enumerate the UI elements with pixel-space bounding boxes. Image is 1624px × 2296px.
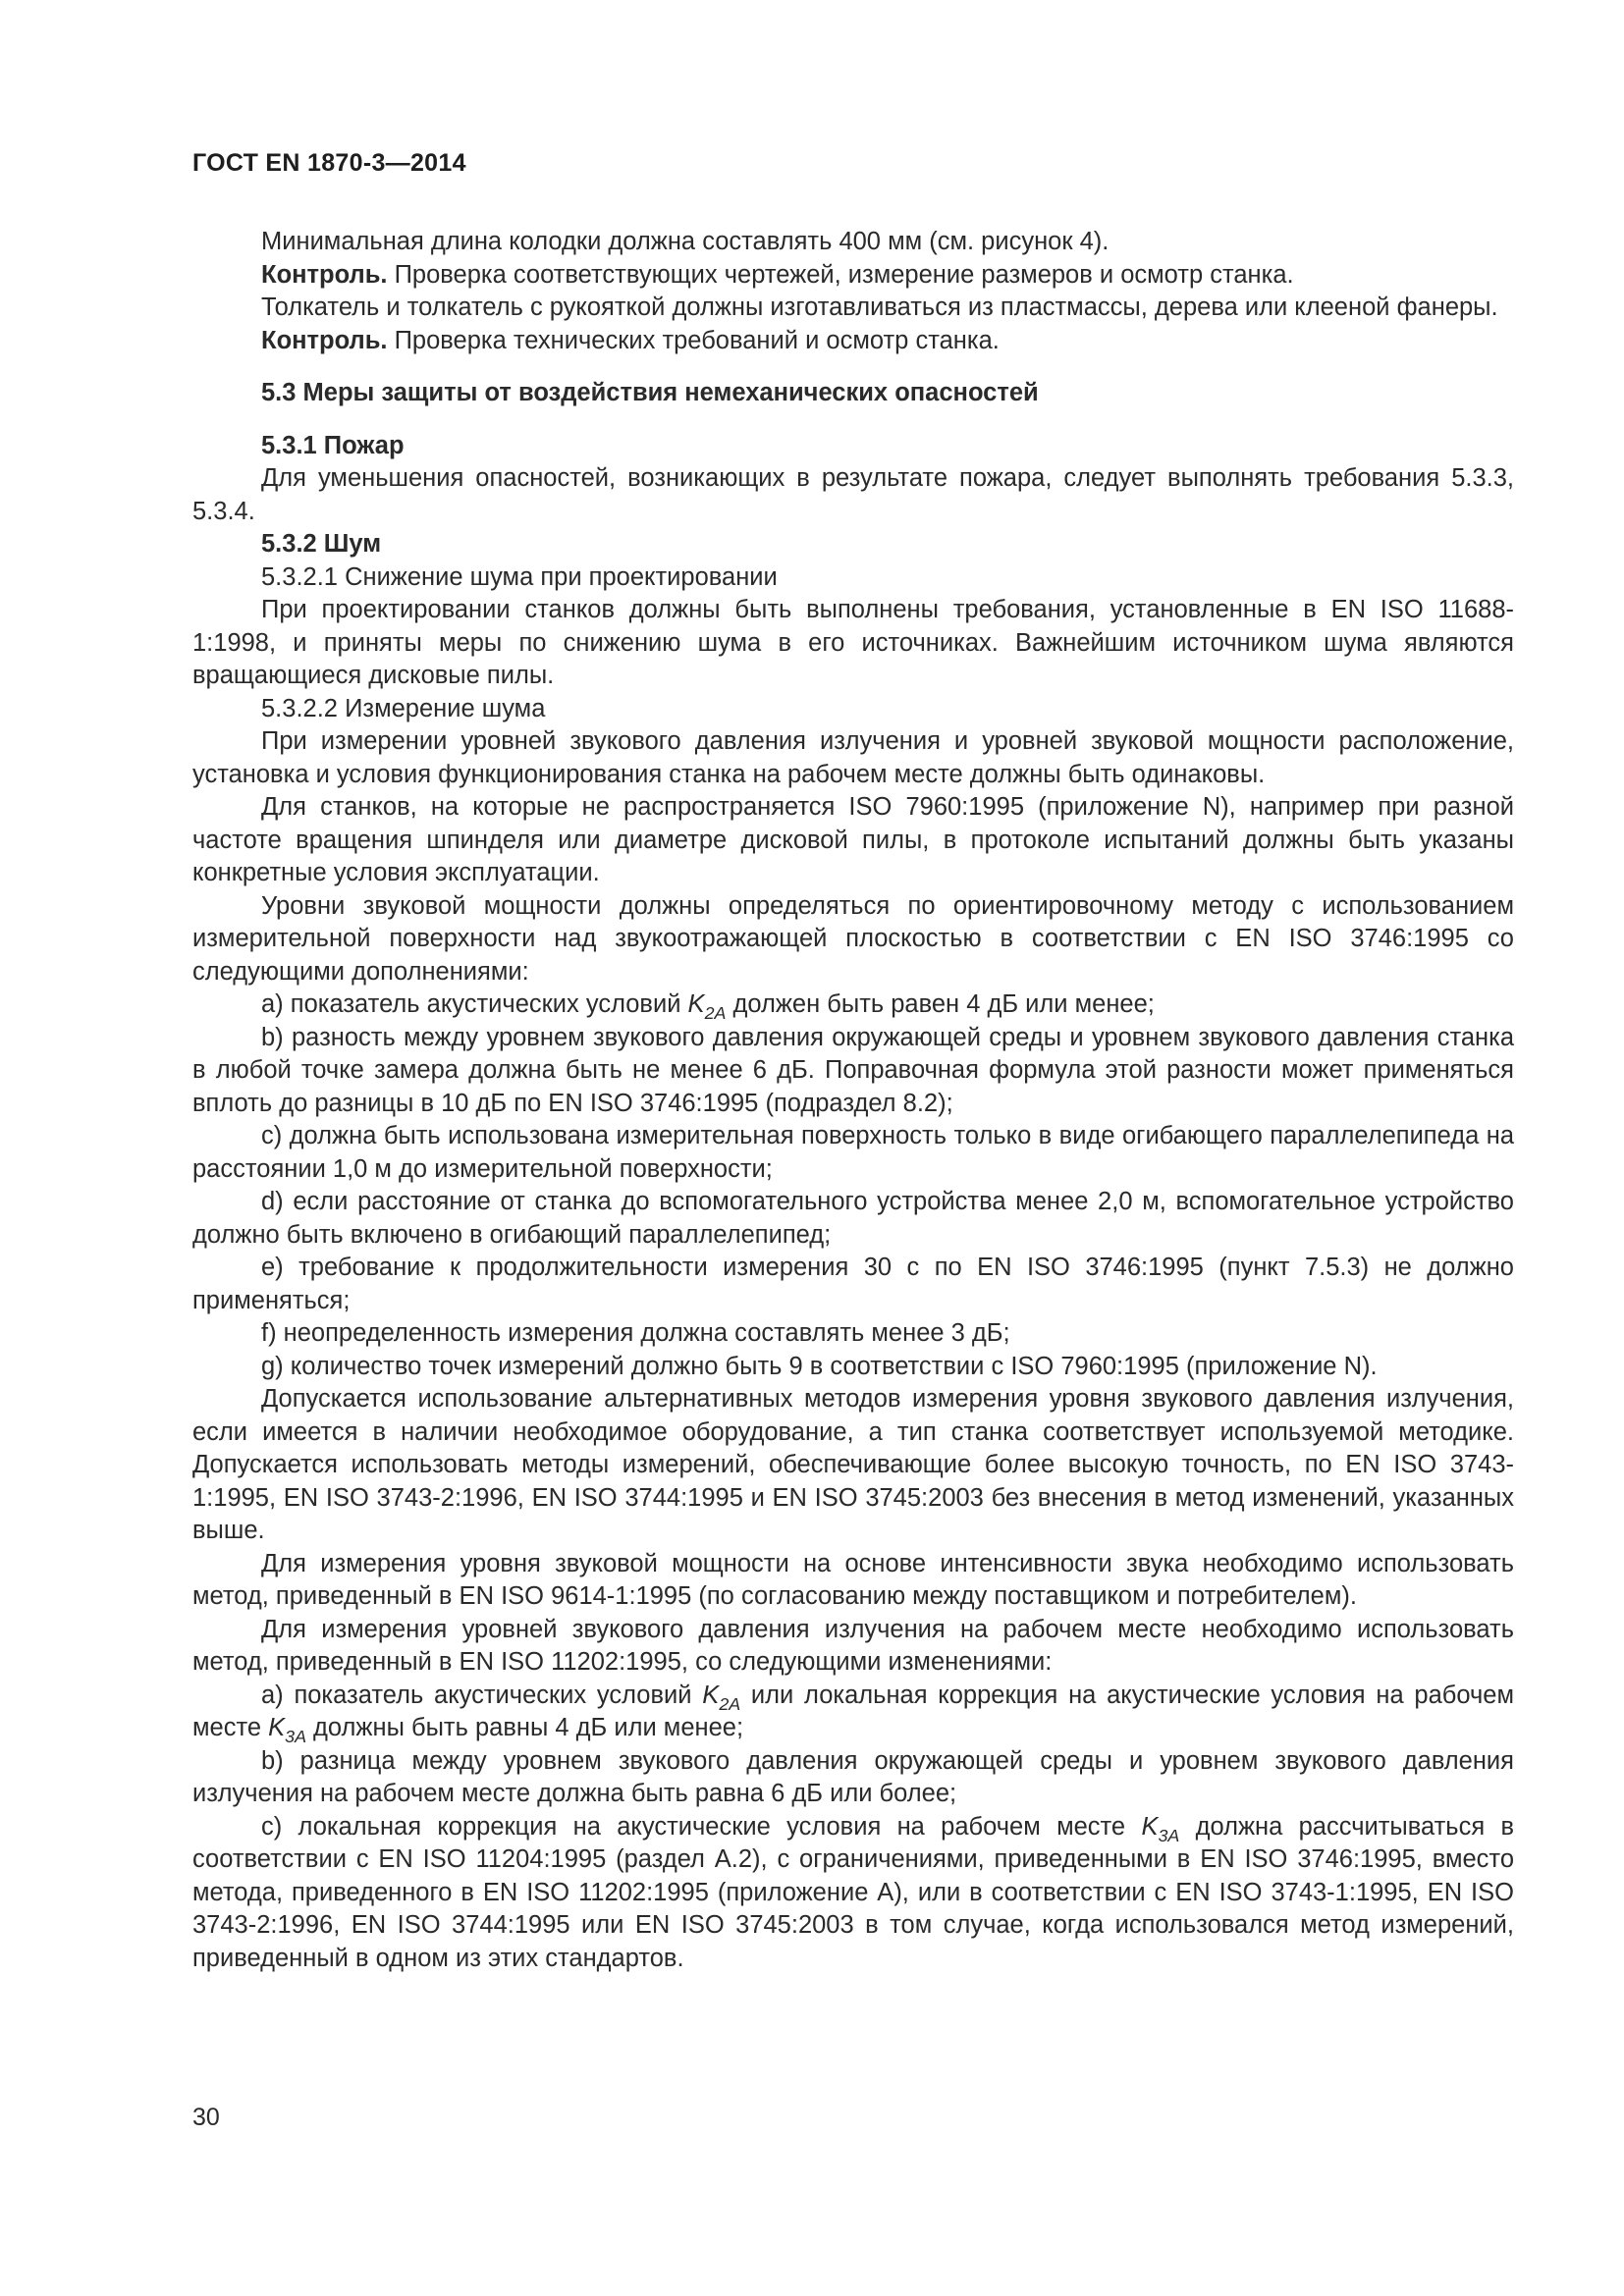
page-number: 30 [192,2104,220,2131]
paragraph: Для станков, на которые не распространяется ISO 7960:1995 (приложение N), например при разной частоте вращения шпинделя или диаметре дисковой пилы, в протоколе испытаний должны быть указаны конкретные условия эксплуатации. [192,793,1514,886]
paragraph [192,259,1514,293]
paragraph: Уровни звуковой мощности должны определяться по ориентировочному методу с использованием измерительной поверхности над звукоотражающей плоскостью в соответствии с EN ISO 3746:1995 со следующими дополнениями: [192,891,1514,986]
paragraph: Толкатель и толкатель с рукояткой должны изготавливаться из пластмассы, дерева или клееной фанеры. [261,294,1498,321]
symbol-k2a: $K_{2A}$ [702,1681,741,1714]
paragraph: Допускается использование альтернативных методов измерения уровня звукового давления излучения, если имеется в наличии необходимое оборудование, а тип станка соответствует используемой методике. Допускается использовать методы измерений, обеспечивающие более высокую точность, по EN ISO 3743-1:1995, EN ISO 3743-2:1996, EN ISO 3744:1995 и EN ISO 3745:2003 без внесения в метод изменений, указанных выше. [192,1385,1514,1544]
paragraph: Минимальная длина колодки должна составлять 400 мм (см. рисунок 4). [261,228,1110,255]
list-item: b) разность между уровнем звукового давления окружающей среды и уровнем звукового давления станка в любой точке замера должна быть не менее 6 дБ. Поправочная формула этой разности может применяться вплоть до разницы в 10 дБ по EN ISO 3746:1995 (подраздел 8.2); [192,1023,1514,1117]
control-label: Контроль. [261,326,388,354]
control-label: Контроль. [261,260,388,289]
list-item: а) показатель акустических условий $K_{2A}$ или локальная коррекция на акустические условия на рабочем месте $K_{3A}$ должны быть равны 4 дБ или менее; [192,1681,1514,1746]
paragraph: Для уменьшения опасностей, возникающих в результате пожара, следует выполнять требования 5.3.3, 5.3.4. [192,464,1514,525]
list-item: d) если расстояние от станка до вспомогательного устройства менее 2,0 м, вспомогательное устройство должно быть включено в огибающий параллелепипед; [192,1188,1514,1249]
clause-heading: 5.3.2.2 Измерение шума [261,694,546,722]
document-body [192,226,1514,1975]
list-item: f) неопределенность измерения должна составлять менее 3 дБ; [261,1319,1010,1347]
list-item: с) должна быть использована измерительная поверхность только в виде огибающего параллелепипеда на расстоянии 1,0 м до измерительной поверхности; [192,1122,1514,1183]
paragraph-text: Проверка соответствующих чертежей, измерение размеров и осмотр станка. [387,260,1294,289]
clause-heading: 5.3.2.1 Снижение шума при проектировании [261,562,778,591]
subsection-heading-5-3-1: 5.3.1 Пожар [261,431,405,459]
paragraph-text: Проверка технических требований и осмотр станка. [387,326,1000,354]
paragraph: Для измерения уровней звукового давления излучения на рабочем месте необходимо использовать метод, приведенный в EN ISO 11202:1995, со следующими изменениями: [192,1615,1514,1676]
document-header: ГОСТ EN 1870-3—2014 [192,149,466,177]
symbol-k2a: $K_{2A}$ [687,990,727,1023]
paragraph: При измерении уровней звукового давления излучения и уровней звуковой мощности расположение, установка и условия функционирования станка на рабочем месте должны быть одинаковы. [192,727,1514,788]
list-item: b) разница между уровнем звукового давления окружающей среды и уровнем звукового давления излучения на рабочем месте должна быть равна 6 дБ или более; [192,1746,1514,1807]
subsection-heading-5-3-2: 5.3.2 Шум [261,530,382,558]
paragraph: При проектировании станков должны быть выполнены требования, установленные в EN ISO 11688-1:1998, и приняты меры по снижению шума в его источниках. Важнейшим источником шума являются вращающиеся дисковые пилы. [192,596,1514,689]
paragraph: Для измерения уровня звуковой мощности на основе интенсивности звука необходимо использовать метод, приведенный в EN ISO 9614-1:1995 (по согласованию между поставщиком и потребителем). [192,1549,1514,1610]
paragraph [192,325,1514,358]
symbol-k3a: $K_{3A}$ [1141,1812,1180,1845]
list-item: а) показатель акустических условий $K_{2A}$ должен быть равен 4 дБ или менее; [261,990,1155,1023]
list-item: g) количество точек измерений должно быть 9 в соответствии с ISO 7960:1995 (приложение N). [261,1352,1378,1380]
list-item: с) локальная коррекция на акустические условия на рабочем месте $K_{3A}$ должна рассчитываться в соответствии с EN ISO 11204:1995 (раздел А.2), с ограничениями, приведенными в EN ISO 3746:1995, вместо метода, приведенного в EN ISO 11202:1995 (приложение А), или в соответствии с EN ISO 3743-1:1995, EN ISO 3743-2:1996, EN ISO 3744:1995 или EN ISO 3745:2003 в том случае, когда использовался метод измерений, приведенный в одном из этих стандартов. [192,1812,1514,1972]
list-item: е) требование к продолжительности измерения 30 с по EN ISO 3746:1995 (пункт 7.5.3) не должно применяться; [192,1254,1514,1314]
symbol-k3a: $K_{3A}$ [268,1714,306,1746]
section-heading-5-3: 5.3 Меры защиты от воздействия немеханических опасностей [261,379,1039,406]
